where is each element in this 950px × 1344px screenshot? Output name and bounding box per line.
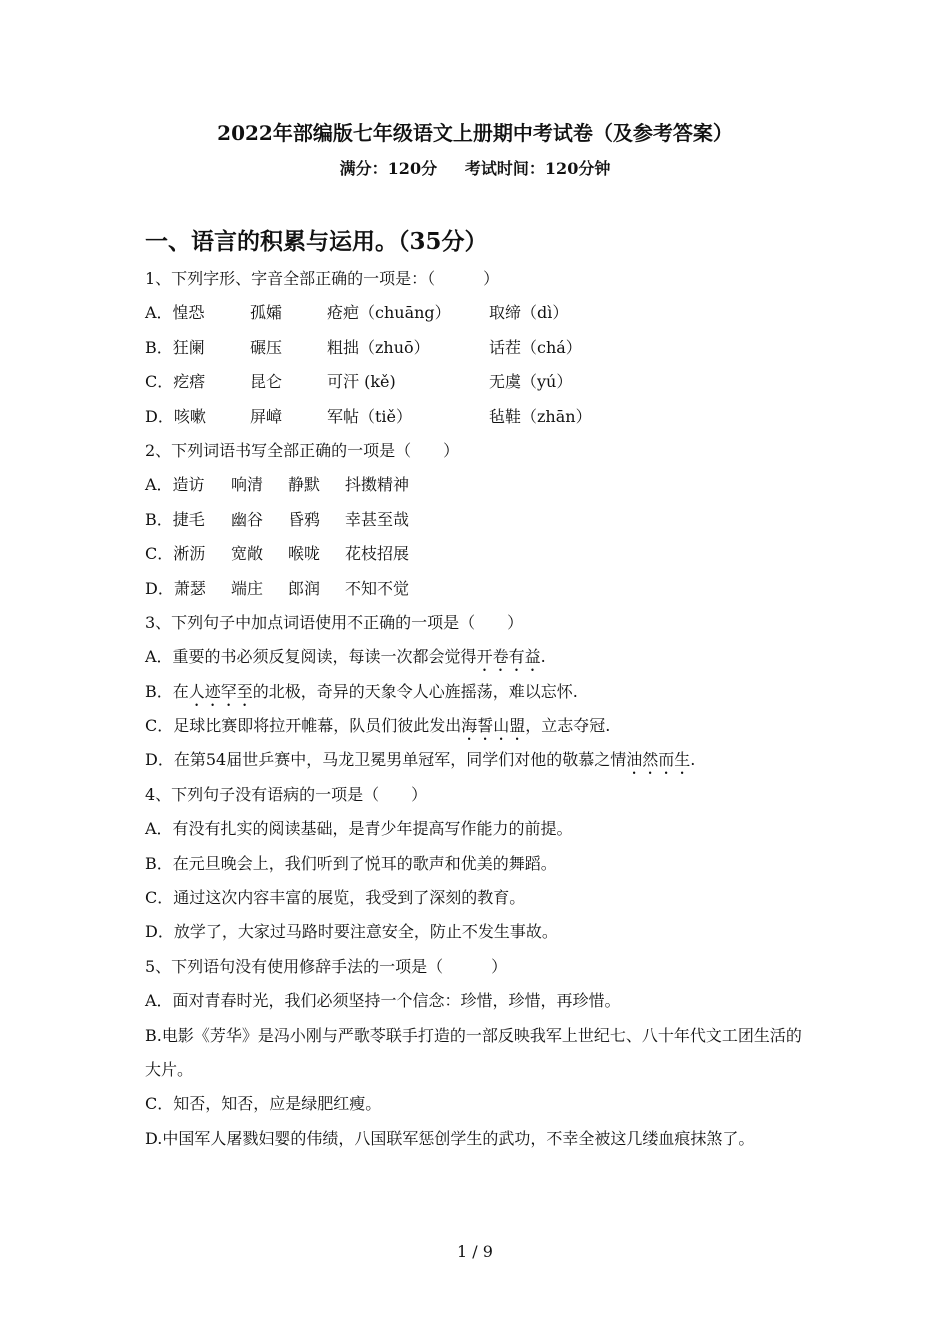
question-4-option-b: B．在元旦晚会上，我们听到了悦耳的歌声和优美的舞蹈。 — [145, 853, 557, 873]
question-list — [145, 262, 815, 1156]
question-3-option-b: B．在人迹罕至的北极，奇异的天象令人心旌摇荡，难以忘怀. — [145, 681, 578, 701]
page-number: 1 / 9 — [457, 1242, 493, 1261]
exam-info: 满分：120分 考试时间：120分钟 — [339, 159, 611, 178]
question-5-stem: 5、下列语句没有使用修辞手法的一项是（ ） — [145, 956, 508, 976]
question-4-option-d: D．放学了，大家过马路时要注意安全，防止不发生事故。 — [145, 922, 558, 942]
question-4-option-c: C．通过这次内容丰富的展览，我受到了深刻的教育。 — [145, 888, 526, 908]
question-3-option-c: C．足球比赛即将拉开帷幕，队员们彼此发出海誓山盟，立志夺冠. — [145, 716, 611, 736]
question-2-option-b: B．捷毛 幽谷 昏鸦 幸甚至哉 — [145, 509, 410, 529]
question-5-option-b: B.电影《芳华》是冯小刚与严歌苓联手打造的一部反映我军上世纪七、八十年代文工团生活的大片。 — [145, 1025, 802, 1079]
question-3-stem: 3、下列句子中加点词语使用不正确的一项是（ ） — [145, 612, 524, 632]
question-4-option-a: A．有没有扎实的阅读基础，是青少年提高写作能力的前提。 — [145, 819, 573, 839]
emphasized-phrase: 开卷有益 — [476, 647, 541, 667]
question-1-option-b: B．狂阑 碾压 粗拙（zhuō） 话茬（chá） — [145, 337, 582, 357]
emphasized-phrase: 海誓山盟 — [461, 716, 526, 736]
question-5-option-c: C．知否，知否，应是绿肥红瘦。 — [145, 1094, 382, 1114]
emphasized-phrase: 油然而生 — [626, 750, 691, 770]
section-heading: 一、语言的积累与运用。（35分） — [145, 228, 488, 255]
question-2-stem: 2、下列词语书写全部正确的一项是（ ） — [145, 440, 460, 460]
emphasized-phrase: 人迹罕至 — [188, 681, 253, 701]
question-3-option-a: A．重要的书必须反复阅读，每读一次都会觉得开卷有益. — [145, 647, 546, 667]
question-1-option-d: D．咳嗽 屏嶂 军帖（tiě） 毡鞋（zhān） — [145, 406, 592, 426]
question-5-option-a: A．面对青春时光，我们必须坚持一个信念：珍惜，珍惜，再珍惜。 — [145, 991, 621, 1011]
question-2-option-d: D．萧瑟 端庄 郎润 不知不觉 — [145, 578, 410, 598]
document-title: 2022年部编版七年级语文上册期中考试卷（及参考答案） — [217, 121, 733, 145]
question-2-option-a: A．造访 响清 静默 抖擞精神 — [145, 475, 410, 495]
question-1-option-c: C．疙瘩 昆仑 可汗 (kě) 无虞（yú） — [145, 372, 573, 392]
question-2-option-c: C．淅沥 宽敞 喉咙 花枝招展 — [145, 544, 410, 564]
question-1-stem: 1、下列字形、字音全部正确的一项是：（ ） — [145, 269, 500, 288]
question-3-option-d: D．在第54届世乒赛中，马龙卫冕男单冠军，同学们对他的敬慕之情油然而生. — [145, 750, 696, 770]
question-5-option-d: D.中国军人屠戮妇婴的伟绩，八国联军惩创学生的武功，不幸全被这几缕血痕抹煞了。 — [145, 1128, 755, 1148]
question-1-option-a: A．惶恐 孤孀 疮疤（chuāng） 取缔（dì） — [145, 303, 569, 323]
question-4-stem: 4、下列句子没有语病的一项是（ ） — [145, 784, 428, 804]
